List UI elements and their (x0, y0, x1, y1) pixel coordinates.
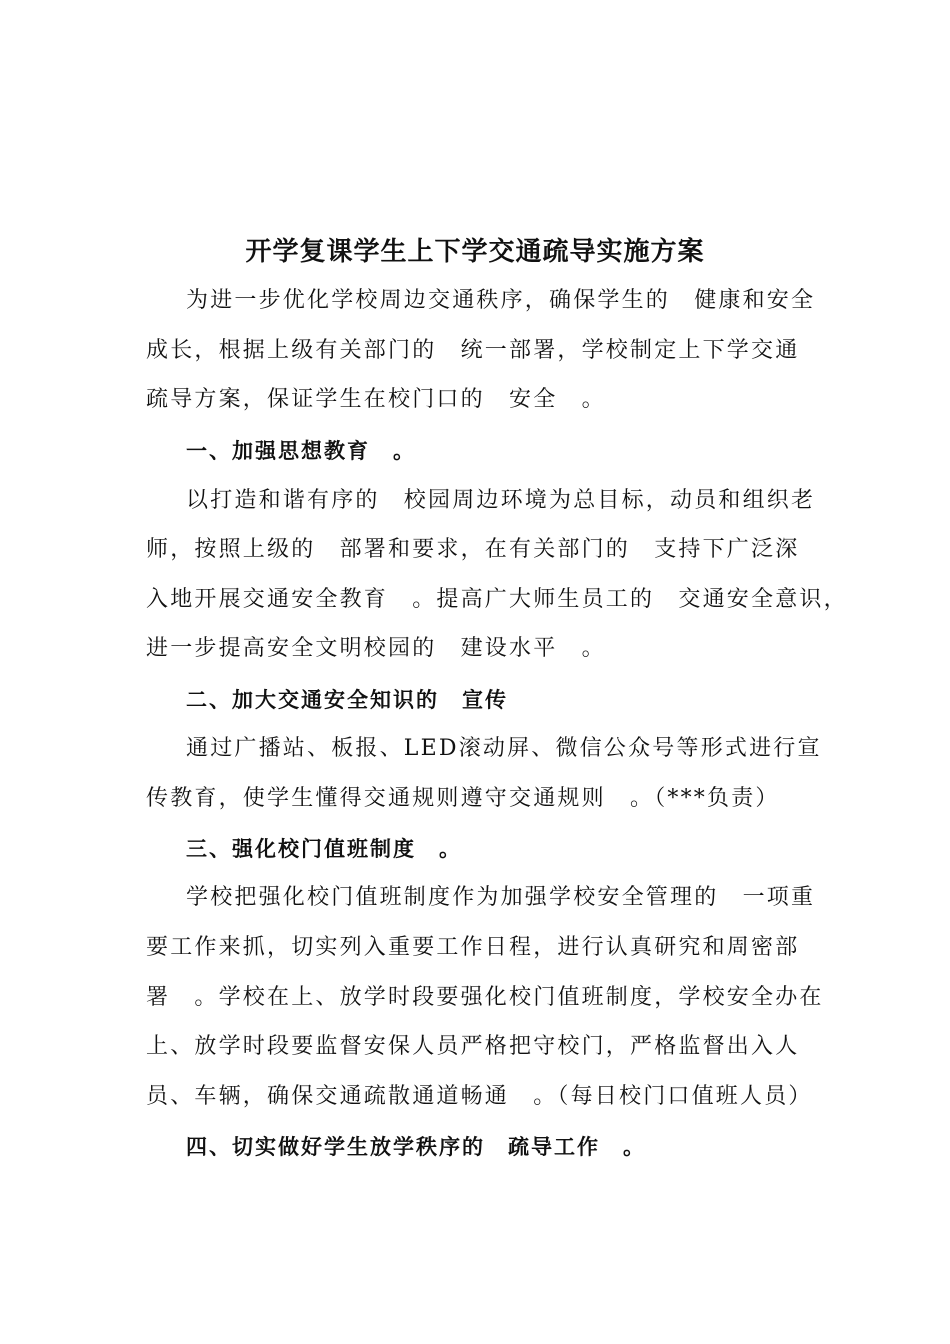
section-2-heading: 二、加大交通安全知识的 宣传 (186, 688, 508, 712)
section-1-line-2: 师，按照上级的 部署和要求，在有关部门的 支持下广泛深 (146, 537, 800, 562)
document-title: 开学复课学生上下学交通疏导实施方案 (245, 237, 705, 267)
section-2-line-1: 通过广播站、板报、LED滚动屏、微信公众号等形式进行宣 (186, 736, 822, 761)
section-1-line-1: 以打造和谐有序的 校园周边环境为总目标，动员和组织老 (186, 488, 816, 513)
section-4-heading: 四、切实做好学生放学秩序的 疏导工作 。 (186, 1135, 646, 1159)
section-3-line-3: 署 。学校在上、放学时段要强化校门值班制度，学校安全办在 (146, 985, 824, 1010)
intro-line-3: 疏导方案，保证学生在校门口的 安全 。 (146, 387, 606, 412)
section-3-line-1: 学校把强化校门值班制度作为加强学校安全管理的 一项重 (186, 885, 816, 910)
section-3-heading: 三、强化校门值班制度 。 (186, 837, 462, 861)
section-3-line-5: 员、车辆，确保交通疏散通道畅通 。（每日校门口值班人员） (146, 1084, 813, 1109)
section-3-line-4: 上、放学时段要监督安保人员严格把守校门，严格监督出入人 (146, 1034, 800, 1059)
intro-line-1: 为进一步优化学校周边交通秩序，确保学生的 健康和安全 (186, 288, 816, 313)
section-1-line-4: 进一步提高安全文明校园的 建设水平 。 (146, 636, 606, 661)
section-1-line-3: 入地开展交通安全教育 。提高广大师生员工的 交通安全意识， (146, 587, 848, 612)
section-2-line-2: 传教育，使学生懂得交通规则遵守交通规则 。（***负责） (146, 786, 780, 811)
section-1-heading: 一、加强思想教育 。 (186, 439, 416, 463)
section-3-line-2: 要工作来抓，切实列入重要工作日程，进行认真研究和周密部 (146, 935, 800, 960)
intro-line-2: 成长，根据上级有关部门的 统一部署，学校制定上下学交通 (146, 338, 800, 363)
